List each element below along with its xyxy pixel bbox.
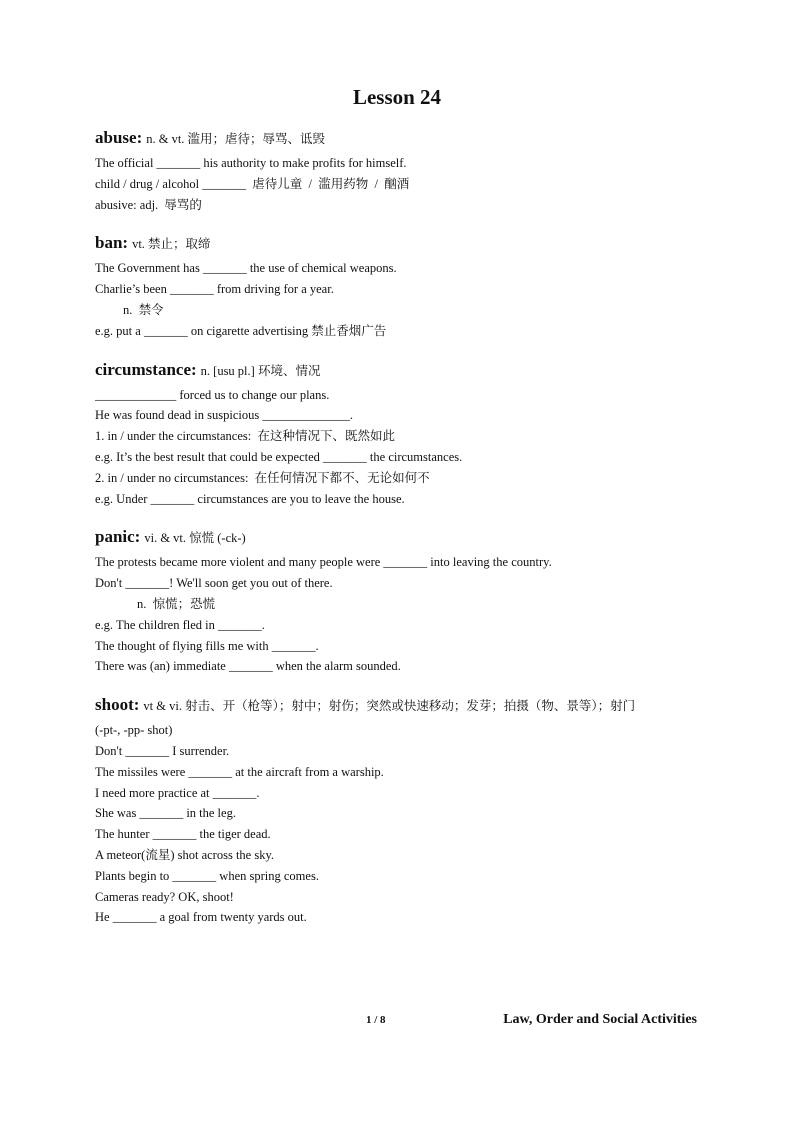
- vocab-entry: [95, 360, 735, 510]
- entry-heading: [95, 527, 735, 548]
- unit-title: Law, Order and Social Activities: [503, 1012, 697, 1027]
- entry-heading: [95, 233, 735, 254]
- example-line: A meteor(流星) shot across the sky.: [95, 847, 275, 862]
- example-line: 2. in / under no circumstances: 在任何情况下都不、无论如何不: [95, 470, 430, 485]
- vocab-entry: [95, 128, 735, 215]
- page-number: 1 / 8: [366, 1014, 386, 1026]
- example-line: e.g. put a _______ on cigarette advertising 禁止香烟广告: [95, 323, 387, 338]
- example-line: _____________ forced us to change our plans.: [95, 387, 330, 402]
- page-footer: [0, 1012, 794, 1032]
- headword: panic:: [95, 527, 141, 547]
- example-line: (-pt-, -pp- shot): [95, 723, 173, 738]
- example-line: e.g. The children fled in _______.: [95, 617, 265, 632]
- example-line: abusive: adj. 辱骂的: [95, 197, 202, 212]
- example-line: The official _______ his authority to make profits for himself.: [95, 156, 407, 170]
- headword: ban:: [95, 233, 129, 253]
- example-line: Plants begin to _______ when spring comes.: [95, 868, 319, 883]
- part-of-speech-definition: n. [usu pl.] 环境、情况: [200, 363, 321, 378]
- example-line: Cameras ready? OK, shoot!: [95, 889, 234, 904]
- part-of-speech-definition: n. & vt. 滥用；虐待；辱骂、诋毁: [146, 132, 326, 146]
- example-line: Don't _______! We'll soon get you out of there.: [95, 576, 333, 591]
- headword: circumstance:: [95, 359, 197, 379]
- example-line: e.g. It’s the best result that could be expected _______ the circumstances.: [95, 449, 463, 464]
- part-of-speech-definition: vt. 禁止；取缔: [132, 237, 211, 252]
- example-line: He _______ a goal from twenty yards out.: [95, 910, 307, 925]
- example-line: The thought of flying fills me with _______.: [95, 638, 319, 653]
- example-line: 1. in / under the circumstances: 在这种情况下、既然如此: [95, 429, 395, 444]
- headword: shoot:: [95, 695, 140, 715]
- vocabulary-list: [95, 128, 735, 946]
- entry-heading: [95, 360, 735, 381]
- example-line: The hunter _______ the tiger dead.: [95, 827, 271, 842]
- page-title: Lesson 24: [352, 85, 442, 109]
- example-line: e.g. Under _______ circumstances are you to leave the house.: [95, 491, 405, 506]
- headword: abuse:: [95, 128, 143, 147]
- vocab-entry: [95, 233, 735, 341]
- vocab-entry: [95, 695, 735, 928]
- example-line: child / drug / alcohol _______ 虐待儿童 / 滥用药物 / 酗酒: [95, 176, 410, 191]
- vocab-entry: [95, 527, 735, 677]
- entry-heading: [95, 695, 735, 716]
- example-line: The missiles were _______ at the aircraft from a warship.: [95, 764, 384, 779]
- example-line: The protests became more violent and many people were _______ into leaving the country.: [95, 555, 552, 570]
- example-line: He was found dead in suspicious ______________.: [95, 408, 353, 423]
- part-of-speech-definition: vt & vi. 射击、开（枪等）；射中；射伤；突然或快速移动；发芽；拍摄（物、景等）；射门: [143, 699, 636, 714]
- example-line: n. 惊慌；恐慌: [137, 596, 216, 611]
- part-of-speech-definition: vi. & vt. 惊慌 (-ck-): [144, 531, 246, 546]
- example-line: Don't _______ I surrender.: [95, 743, 230, 758]
- example-line: n. 禁令: [123, 302, 164, 317]
- example-line: The Government has _______ the use of chemical weapons.: [95, 261, 397, 276]
- example-line: There was (an) immediate _______ when the alarm sounded.: [95, 659, 401, 674]
- example-line: She was _______ in the leg.: [95, 806, 236, 821]
- example-line: I need more practice at _______.: [95, 785, 260, 800]
- entry-heading: [95, 128, 735, 149]
- example-line: Charlie’s been _______ from driving for a year.: [95, 282, 334, 297]
